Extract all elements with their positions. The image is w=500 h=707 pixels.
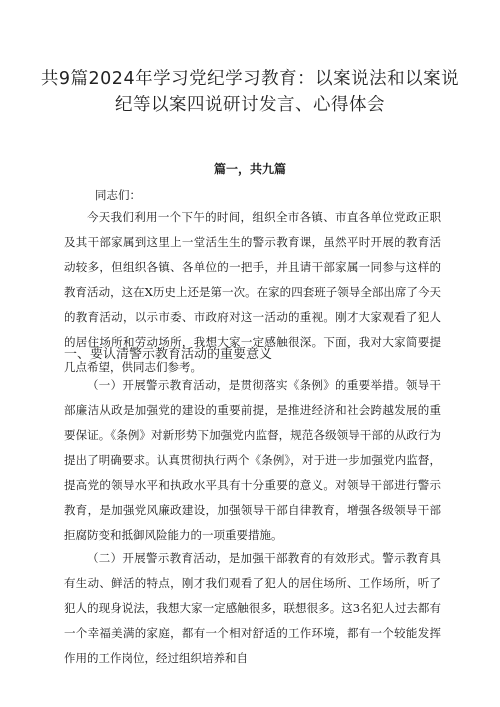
paragraph-point-1: （一）开展警示教育活动，是贯彻落实《条例》的重要举措。领导干部廉洁从政是加强党的建设的重要前提，是推进经济和社会跨越发展的重要保证。《条例》对新形势下加强党内监督，规范各级领导干部的从政行为提出了明确要求。认真贯彻执行两个《条例》，对于进一步加强党内监督，提高党的领导水平和执政水平具有十分重要的意义。对领导干部进行警示教育，是加强党风廉政建设，加强领导干部自律教育，增强各级领导干部拒腐防变和抵御风险能力的一项重要措施。: [64, 378, 441, 542]
document-title: 共9篇2024年学习党纪学习教育：以案说法和以案说纪等以案四说研讨发言、心得体会: [40, 69, 460, 115]
paragraph-intro: 今天我们利用一个下午的时间，组织全市各镇、市直各单位党政正职及其干部家属到这里上一堂活生生的警示教育课，虽然平时开展的教育活动较多，但组织各镇、各单位的一把手，并且请干部家属一同参与这样的教育活动，这在X历史上还是第一次。在家的四套班子领导全部出席了今天的教育活动，以示市委、市政府对这一活动的重视。刚才大家观看了犯人的居住场所和劳动场所，我想大家一定感触很深。下面，我对大家简要提几点希望，供同志们参考。: [64, 210, 441, 374]
section-heading: 篇一，共九篇: [213, 162, 286, 176]
paragraph-point-2: （二）开展警示教育活动，是加强干部教育的有效形式。警示教育具有生动、鲜活的特点，刚才我们观看了犯人的居住场所、工作场所，听了犯人的现身说法，我想大家一定感触很多，联想很多。这3名犯人过去都有一个幸福美满的家庭，都有一个相对舒适的工作环境，都有一个较能发挥作用的工作岗位，经过组织培养和自: [64, 551, 441, 665]
salutation: 同志们：: [95, 188, 141, 202]
heading-1: 一、要认清警示教育活动的重要意义: [64, 347, 273, 362]
